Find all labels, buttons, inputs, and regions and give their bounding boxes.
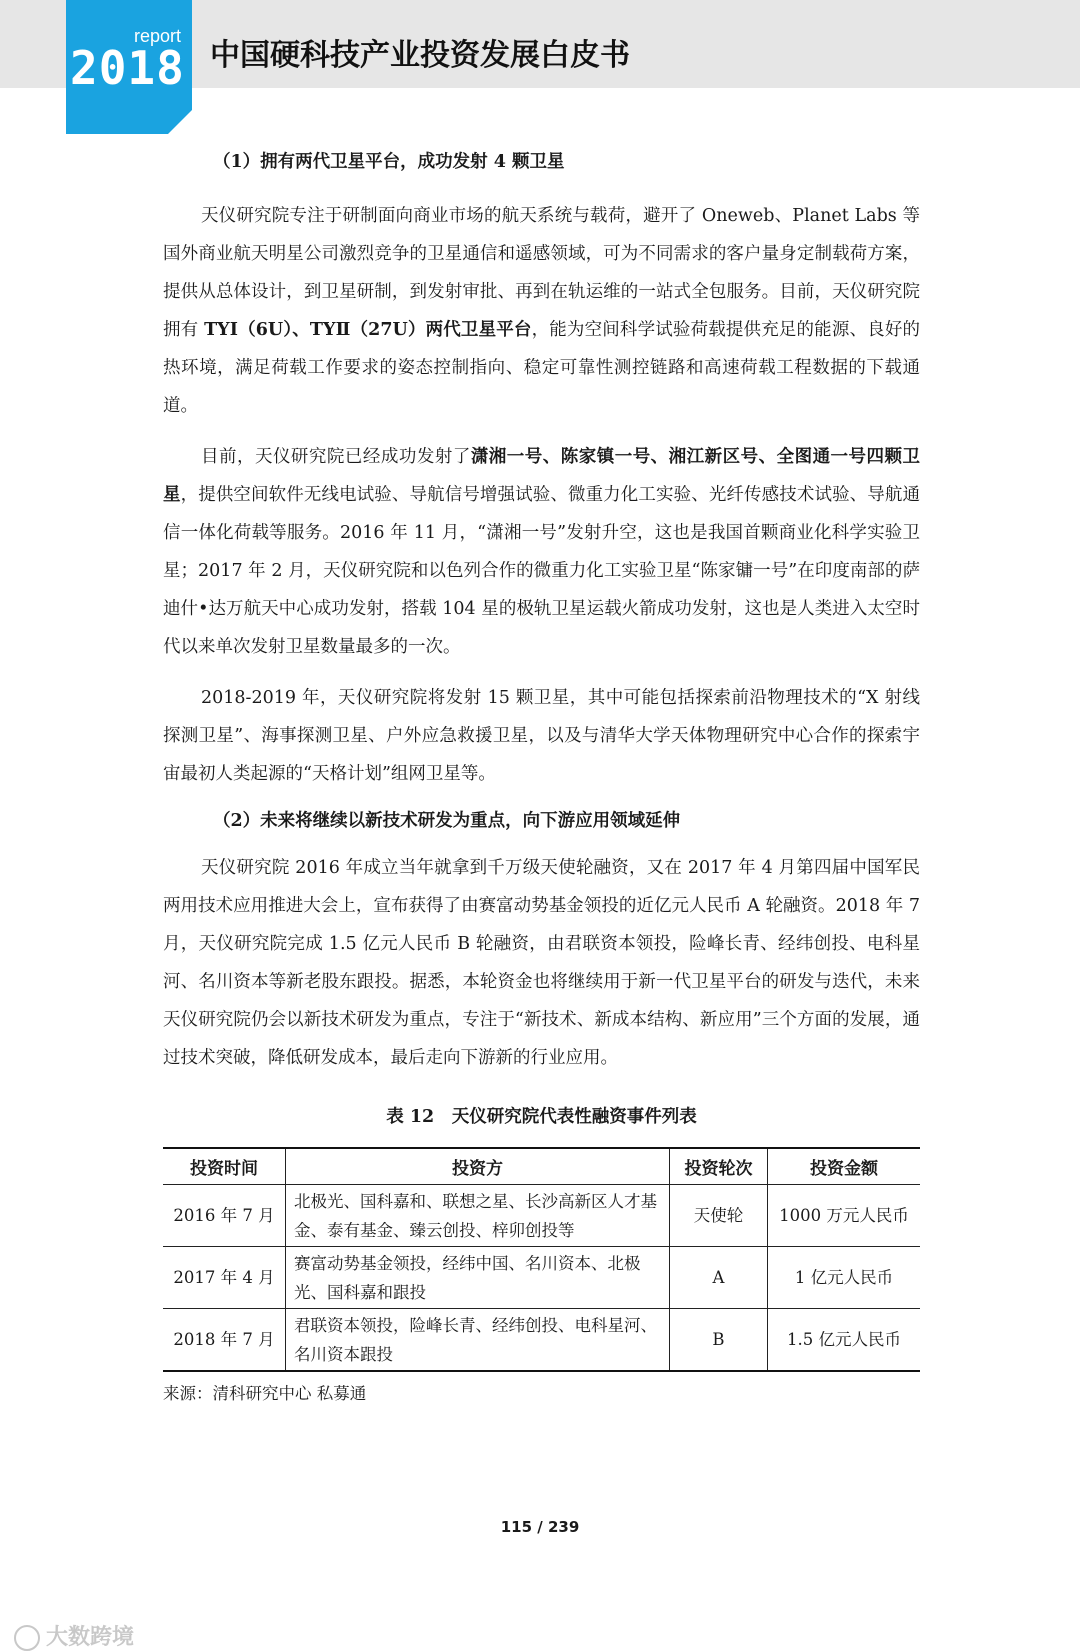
cell-amount: 1 亿元人民币 (768, 1247, 921, 1309)
col-header-round: 投资轮次 (670, 1148, 768, 1185)
platform-highlight: TYⅠ（6U）、TYⅡ（27U）两代卫星平台 (204, 320, 532, 340)
table-row (163, 1309, 920, 1372)
document-title: 中国硬科技产业投资发展白皮书 (210, 38, 630, 73)
section2-heading: （2）未来将继续以新技术研发为重点，向下游应用领域延伸 (213, 811, 681, 831)
section1-paragraph-1: 天仪研究院专注于研制面向商业市场的航天系统与载荷，避开了 Oneweb、Planet Labs 等国外商业航天明星公司激烈竞争的卫星通信和遥感领域，可为不同需求的客户量身定制载荷方案，提供从总体设计，到卫星研制，到发射审批、再到在轨运维的一站式全包服务。目前，天仪研究院拥有 TYⅠ（6U）、TYⅡ（27U）两代卫星平台，能为空间科学试验荷载提供充足的能源、良好的热环境，满足荷载工作要求的姿态控制指向、稳定可靠性测控链路和高速荷载工程数据的下载通道。 (163, 206, 920, 416)
logo-report-text: report (134, 26, 182, 46)
satellites-highlight: 潇湘一号、陈家镇一号、湘江新区号、全图通一号四颗卫星 (163, 447, 921, 505)
cell-time: 2017 年 4 月 (163, 1247, 286, 1309)
cell-amount: 1.5 亿元人民币 (768, 1309, 921, 1372)
financing-table (163, 1147, 920, 1372)
col-header-investor: 投资方 (286, 1148, 670, 1185)
table-source: 来源：清科研究中心 私募通 (163, 1384, 367, 1403)
cell-round: B (670, 1309, 768, 1372)
logo-year-text: 2018 (70, 41, 185, 95)
cell-investor: 北极光、国科嘉和、联想之星、长沙高新区人才基金、泰有基金、臻云创投、梓卯创投等 (286, 1185, 670, 1247)
logo-fold-corner (168, 110, 192, 134)
watermark (14, 1620, 134, 1651)
cell-amount: 1000 万元人民币 (768, 1185, 921, 1247)
table-row (163, 1247, 920, 1309)
cell-round: 天使轮 (670, 1185, 768, 1247)
cell-time: 2016 年 7 月 (163, 1185, 286, 1247)
cell-time: 2018 年 7 月 (163, 1309, 286, 1372)
page-number: 115 / 239 (500, 1518, 580, 1536)
col-header-time: 投资时间 (163, 1148, 286, 1185)
section2-paragraph: 天仪研究院 2016 年成立当年就拿到千万级天使轮融资，又在 2017 年 4 月第四届中国军民两用技术应用推进大会上，宣布获得了由赛富动势基金领投的近亿元人民币 A 轮融资。2018 年 7 月，天仪研究院完成 1.5 亿元人民币 B 轮融资，由君联资本领投，险峰长青、经纬创投、电科星河、名川资本等新老股东跟投。据悉，本轮资金也将继续用于新一代卫星平台的研发与迭代，未来天仪研究院仍会以新技术研发为重点，专注于“新技术、新成本结构、新应用”三个方面的发展，通过技术突破，降低研发成本，最后走向下游新的行业应用。 (163, 858, 920, 1068)
cell-investor: 赛富动势基金领投，经纬中国、名川资本、北极光、国科嘉和跟投 (286, 1247, 670, 1309)
table-row (163, 1185, 920, 1247)
section1-paragraph-2: 目前，天仪研究院已经成功发射了潇湘一号、陈家镇一号、湘江新区号、全图通一号四颗卫星，提供空间软件无线电试验、导航信号增强试验、微重力化工实验、光纤传感技术试验、导航通信一体化荷载等服务。2016 年 11 月，“潇湘一号”发射升空，这也是我国首颗商业化科学实验卫星；2017 年 2 月，天仪研究院和以色列合作的微重力化工实验卫星“陈家镛一号”在印度南部的萨迪什•达万航天中心成功发射，搭载 104 星的极轨卫星运载火箭成功发射，这也是人类进入太空时代以来单次发射卫星数量最多的一次。 (163, 447, 921, 657)
watermark-logo-icon (14, 1625, 40, 1651)
section1-heading: （1）拥有两代卫星平台，成功发射 4 颗卫星 (213, 152, 565, 172)
page-content (163, 140, 920, 1412)
table-caption: 表 12 天仪研究院代表性融资事件列表 (386, 1107, 697, 1127)
col-header-amount: 投资金额 (768, 1148, 921, 1185)
cell-round: A (670, 1247, 768, 1309)
table-header-row (163, 1148, 920, 1185)
section1-paragraph-3: 2018-2019 年，天仪研究院将发射 15 颗卫星，其中可能包括探索前沿物理技术的“X 射线探测卫星”、海事探测卫星、户外应急救援卫星，以及与清华大学天体物理研究中心合作的探索宇宙最初人类起源的“天格计划”组网卫星等。 (163, 688, 920, 784)
cell-investor: 君联资本领投，险峰长青、经纬创投、电科星河、名川资本跟投 (286, 1309, 670, 1372)
watermark-text: 大数跨境 (46, 1625, 135, 1650)
